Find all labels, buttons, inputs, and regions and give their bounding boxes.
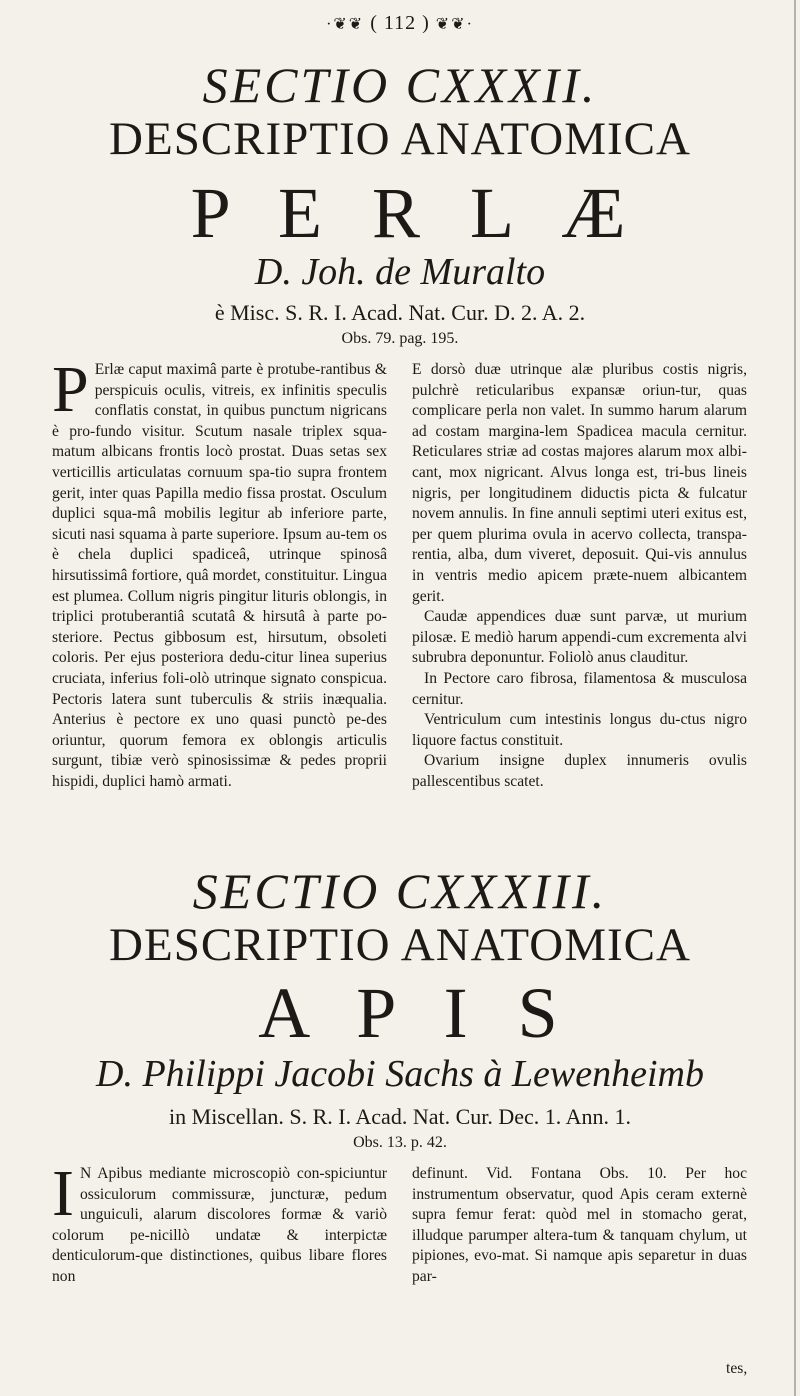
article2-column-left — [52, 1157, 387, 1288]
page-number: ( 112 ) — [370, 12, 430, 34]
ornament-left: ·❦❦ — [326, 16, 365, 33]
paragraph — [52, 1157, 387, 1288]
paragraph: Ventriculum cum intestinis longus du-ctus nigro liquore factus constituit. — [412, 711, 747, 749]
article1-column-left — [52, 353, 387, 792]
description-heading-1: DESCRIPTIO ANATOMICA — [109, 113, 691, 165]
source-line-1: è Misc. S. R. I. Acad. Nat. Cur. D. 2. A. 2. — [214, 300, 586, 325]
section-title-2: SECTIO CXXXIII. — [192, 863, 608, 919]
drop-cap: I — [52, 1157, 74, 1230]
paragraph: Ovarium insigne duplex innumeris ovulis pallescentibus scatet. — [412, 752, 747, 790]
subject-heading-2: A P I S — [258, 973, 574, 1053]
paragraph: Caudæ appendices duæ sunt parvæ, ut murium pilosæ. E mediò harum appendi-cum excrementa alvi subrubra deponuntur. Foliolò anus clauditur. — [412, 608, 747, 667]
article2-column-right — [412, 1164, 747, 1288]
author-line-2: D. Philippi Jacobi Sachs à Lewenheimb — [96, 1053, 704, 1095]
subject-heading-1: P E R L Æ — [190, 173, 642, 253]
source-line-2: in Miscellan. S. R. I. Acad. Nat. Cur. Dec. 1. Ann. 1. — [169, 1104, 631, 1129]
author-line-1: D. Joh. de Muralto — [254, 251, 546, 293]
observation-ref-2: Obs. 13. p. 42. — [353, 1134, 447, 1151]
paragraph: In Pectore caro fibrosa, filamentosa & musculosa cernitur. — [412, 669, 747, 708]
ornament-right: ❦❦· — [435, 16, 474, 33]
paragraph — [52, 353, 387, 792]
paragraph-text: Erlæ caput maximâ parte è protube-rantibus & perspicuis oculis, vitreis, ex infinitis speculis conflatis constat, in quibus punctum nigricans è pro-fundo visitur. Scutum nasale triplex squa-matum albicans frontis locò prostat. Duas setas sex verticillis articulatas cornuum spa-tio supra frontem gerit, inter quas Papilla medio fissa prostat. Osculum duplici squa-mâ mobilis legitur ab inferiore parte, sicuti nasi squama à parte superiore. Ipsum au-tem os è chela duplici spadiceâ, utrinque spinosâ hirsutissimâ fortiore, quâ mordet, constituitur. Lingua est plumea. Collum nigris pingitur lituris oblongis, in triplici protuberantiâ scutatâ & hirsutâ à parte po-steriore. Pectus gibbosum est, hirsutum, obsoleti coloris. Per ejus posteriora dedu-citur linea superius cruciata, inferius foli-olò utrinque signato conspicua. Pectoris latera sunt tuberculis & striis inæqualia. Anterius è pectore ex uno quasi punctò pe-des oriuntur, quorum femora ex oblongis articulis surgunt, tibiæ verò spinosissimæ & pedes proprii hispidi, duplici hamò armati. — [52, 361, 387, 790]
catchword: tes, — [726, 1360, 748, 1377]
paragraph: E dorsò duæ utrinque alæ pluribus costis nigris, pulchrè reticularibus expansæ oriun-tur, quas complicare perla non valet. In summo harum alarum ad costam margina-lem Spadicea macula cernitur. Reticulares striæ ad costas majores alarum mox albi-cant, mox nigricant. Alvus longa est, tri-bus lineis nigris, per longitudinem diductis picta & fulcatur novem annulis. In fine annuli septimi uteri exitus est, per quem plurima ovula in acervo collecta, transpa-rentia, alba, dum viveret, deposuit. Qui-vis annulus in ventris medio apicem præte-nuem albicantem gerit. — [412, 361, 747, 605]
article1-column-right — [412, 360, 747, 792]
drop-cap: P — [52, 353, 89, 426]
observation-ref-1: Obs. 79. pag. 195. — [341, 330, 459, 347]
paragraph-text: N Apibus mediante microscopiò con-spiciuntur ossiculorum commissuræ, juncturæ, pedum unguiculi, alarum discolores formæ & variò colorum pe-nicillò undatæ & interpictæ denticulorum-que distinctiones, quibus libare flores non — [52, 1165, 387, 1285]
paragraph: definunt. Vid. Fontana Obs. 10. Per hoc instrumentum observatur, quod Apis ceram externè supra femur ferat: quòd mel in stomacho gerat, illudque parumper altera-tum & tanquam chylum, ut pipiones, evo-mat. Si namque apis separetur in duas par- — [412, 1165, 747, 1285]
section-title-1: SECTIO CXXXII. — [202, 57, 598, 113]
page-header — [0, 12, 800, 35]
description-heading-2: DESCRIPTIO ANATOMICA — [109, 919, 691, 971]
